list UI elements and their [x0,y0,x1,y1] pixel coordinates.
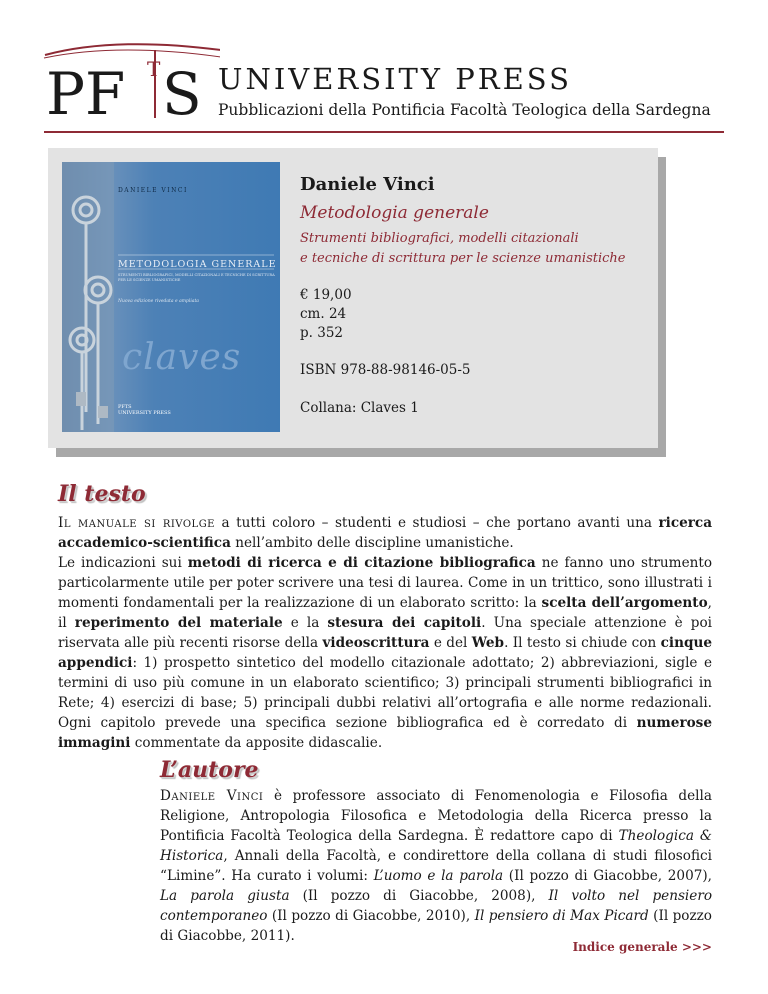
bold-run: scelta dell’argomento [541,595,708,611]
text-run: (Il pozzo di Giacobbe, 2011). [160,908,712,944]
text-run: è professore associato di Fenomenologia e Filosofia della Religione, Antropologia Filosofica e Metodologia della Ricerca presso la Pontificia Facoltà Teologica della Sardegna. È redattore capo di [160,788,712,844]
bold-run: numerose immagini [58,715,712,751]
bold-run: cinque appendici [58,635,712,671]
logo-letters-pf: PF [46,60,126,128]
autore-heading: L’autore [160,757,259,783]
cover-publisher [118,404,171,416]
book-cover[interactable] [62,162,280,432]
autore-name: Daniele Vinci [160,788,264,804]
text-run: , Annali della Facoltà, e condirettore della collana di studi filosofici “Limine”. Ha curato i volumi: [160,848,712,884]
text-run: Le indicazioni sui [58,555,188,571]
text-run: ne fanno uno strumento particolarmente utile per poter scrivere una tesi di laurea. Come in un trittico, sono illustrati i momenti fondamentali per la realizzazione di un elaborato scritto: la [58,555,713,611]
brand-subtitle: Pubblicazioni della Pontificia Facoltà Teologica della Sardegna [218,101,711,119]
bold-run: ricerca accademico-scientifica [58,515,712,551]
cover-title: METODOLOGIA GENERALE [118,259,277,270]
text-run: e la [282,615,328,631]
text-run: nell’ambito delle discipline umanistiche. [230,535,514,551]
header [0,0,768,140]
book-title: Metodologia generale [300,203,489,223]
book-details [300,286,352,343]
text-run: commentate da apposite didascalie. [130,735,383,751]
italic-run: Il pensiero di Max Picard [474,908,649,924]
italic-run: La parola giusta [160,888,290,904]
text-run: a tutti coloro – studenti e studiosi – che portano avanti una [215,515,659,531]
book-pages: p. 352 [300,325,343,341]
cover-author: DANIELE VINCI [118,187,188,194]
brand-title: UNIVERSITY PRESS [218,62,572,96]
book-size: cm. 24 [300,306,347,322]
testo-heading: Il testo [58,481,146,507]
text-run: . Il testo si chiude con [504,635,661,651]
book-subtitle-line2: e tecniche di scrittura per le scienze umanistiche [300,251,626,266]
testo-lead: Il manuale si rivolge [58,515,215,531]
bold-run: reperimento del materiale [74,615,283,631]
keys-illustration [62,162,280,432]
cover-publisher-name: UNIVERSITY PRESS [118,410,171,416]
book-subtitle [300,229,625,269]
pfts-logo [0,0,220,135]
testo-body [58,513,712,753]
book-price: € 19,00 [300,287,352,303]
svg-text:T: T [147,57,161,81]
text-run: . Una speciale attenzione è poi riservata alle più recenti risorse della [58,615,712,651]
italic-run: L’uomo e la parola [373,868,504,884]
logo-letter-s: S [162,60,202,128]
italic-run: Il volto nel pensiero contemporaneo [160,888,713,924]
text-run: (Il pozzo di Giacobbe, 2008), [289,888,549,904]
text-run: : 1) prospetto sintetico del modello citazionale adottato; 2) abbreviazioni, sigle e termini di uso più comune in un elaborato scientifico; 3) principali strumenti bibliografici in Rete; 4) esercizi di base; 5) principali dubbi relativi all’ortografia e alle norme redazionali. Ogni capitolo prevede una specifica sezione bibliografica ed è corredato di [58,655,712,731]
bold-run: metodi di ricerca e di citazione bibliografica [187,555,536,571]
italic-run: Theologica & Historica [160,828,712,864]
testo-paragraph-1 [58,513,712,553]
book-isbn: ISBN 978-88-98146-05-5 [300,362,471,378]
book-subtitle-line1: Strumenti bibliografici, modelli citazionali [300,231,579,246]
cover-subtitle: STRUMENTI BIBLIOGRAFICI, MODELLI CITAZIONALI E TECNICHE DI SCRITTURA PER LE SCIENZE UMANISTICHE [118,273,275,282]
bold-run: videoscrittura [322,635,430,651]
cover-edition: Nuova edizione rivedata e ampliata [118,299,199,304]
bold-run: Web [471,635,505,651]
text-run: (Il pozzo di Giacobbe, 2007), [503,868,712,884]
text-run: , il [58,595,712,631]
testo-paragraph-2 [58,553,712,753]
book-author: Daniele Vinci [300,174,435,195]
index-link[interactable]: Indice generale >>> [572,940,712,954]
book-collection: Collana: Claves 1 [300,400,419,416]
header-divider [44,131,724,133]
cover-publisher-logo: PFTS [118,404,132,410]
autore-body [160,786,712,946]
cover-series: claves [122,337,242,378]
text-run: (Il pozzo di Giacobbe, 2010), [267,908,475,924]
text-run: e del [429,635,472,651]
bold-run: stesura dei capitoli [327,615,482,631]
